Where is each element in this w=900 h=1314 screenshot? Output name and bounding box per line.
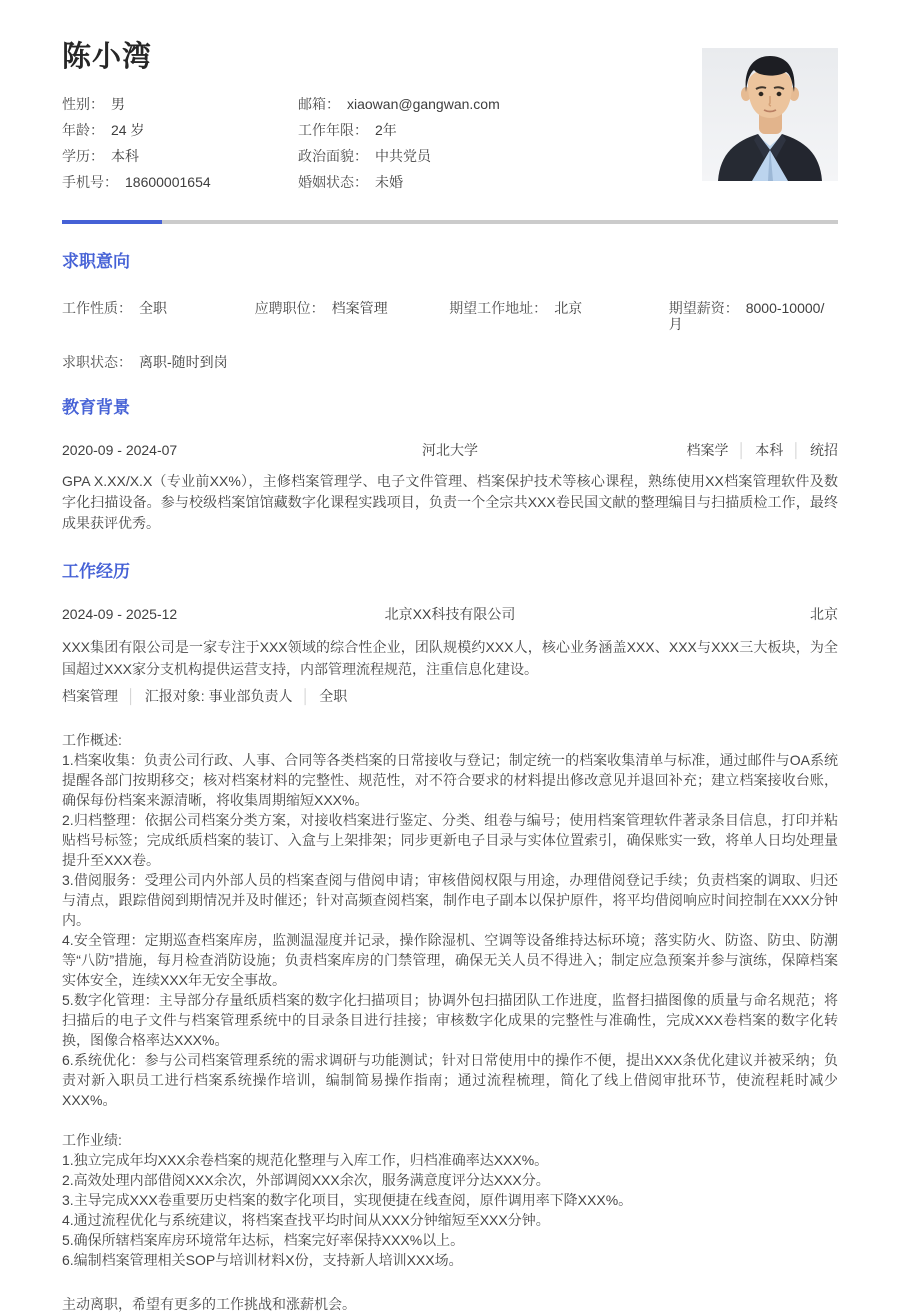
intent-location-label: 期望工作地址：: [449, 300, 548, 316]
work-detail: [62, 730, 838, 1314]
section-title-education: 教育背景: [62, 398, 130, 417]
field-email-label: 邮箱：: [298, 96, 340, 112]
tag-separator: │: [792, 442, 801, 458]
field-marital-status: [298, 174, 500, 190]
section-title-work-experience: 工作经历: [62, 562, 130, 581]
intent-status: [62, 354, 255, 370]
header-divider: [62, 220, 838, 224]
work-achievements-label: 工作业绩:: [62, 1132, 122, 1148]
work-achievement-item: 4.通过流程优化与系统建议，将档案查找平均时间从XXX分钟缩短至XXX分钟。: [62, 1212, 550, 1228]
field-phone-value: 18600001654: [125, 174, 211, 190]
intent-work-type: [62, 300, 255, 332]
education-period: 2020-09 - 2024-07: [62, 442, 178, 458]
field-marital-status-label: 婚姻状态：: [298, 174, 368, 190]
intent-position-value: 档案管理: [331, 300, 388, 316]
intent-status-label: 求职状态：: [62, 354, 132, 370]
field-marital-status-value: 未婚: [375, 174, 403, 190]
intent-location: [449, 300, 669, 332]
job-intent-row-2: [62, 354, 838, 370]
work-overview-item: 6.系统优化：参与公司档案管理系统的需求调研与功能测试；针对日常使用中的操作不便，提出XXX条优化建议并被采纳；负责对新入职员工进行档案系统操作培训，编制简易操作指南；通过流程梳理，简化了线上借阅审批环节，使流程耗时减少XXX%。: [62, 1052, 838, 1108]
work-achievement-item: 3.主导完成XXX卷重要历史档案的数字化项目，实现便捷在线查阅，原件调用率下降XXX%。: [62, 1192, 633, 1208]
education-degree: 本科: [755, 442, 784, 458]
work-meta-row: [62, 604, 838, 624]
field-political-status-value: 中共党员: [375, 148, 431, 164]
field-email-value: xiaowan@gangwan.com: [347, 96, 500, 112]
field-gender: [62, 96, 298, 112]
field-phone: [62, 174, 298, 190]
field-experience-years-label: 工作年限：: [298, 122, 368, 138]
leave-reason: 主动离职，希望有更多的工作挑战和涨薪机会。: [62, 1296, 356, 1312]
field-age-label: 年龄：: [62, 122, 104, 138]
field-age: [62, 122, 298, 138]
profile-photo: [702, 48, 838, 181]
work-role: 档案管理: [62, 688, 118, 704]
intent-work-type-label: 工作性质：: [62, 300, 132, 316]
work-overview-item: 4.安全管理：定期巡查档案库房，监测温湿度并记录，操作除湿机、空调等设备维持达标环境；落实防火、防盗、防虫、防潮等“八防”措施，每月检查消防设施；负责档案库房的门禁管理，确保无关人员不得进入；制定应急预案并参与演练，保障档案实体安全，连续XXX年无安全事故。: [62, 932, 838, 988]
work-period: 2024-09 - 2025-12: [62, 606, 178, 622]
field-gender-label: 性别：: [62, 96, 104, 112]
personal-info-right-column: [298, 96, 500, 190]
field-email: [298, 96, 500, 112]
tag-separator: │: [301, 688, 311, 704]
work-report-to: 汇报对象: 事业部负责人: [144, 688, 293, 704]
education-admission-type: 统招: [810, 442, 838, 458]
profile-photo-illustration: [702, 48, 838, 181]
tag-separator: │: [737, 442, 747, 458]
field-age-value: 24 岁: [111, 122, 145, 138]
field-political-status: [298, 148, 500, 164]
intent-work-type-value: 全职: [139, 300, 167, 316]
field-political-status-label: 政治面貌：: [298, 148, 368, 164]
section-title-job-intent: 求职意向: [62, 252, 130, 271]
intent-salary: [669, 300, 838, 332]
work-overview-item: 3.借阅服务：受理公司内外部人员的档案查阅与借阅申请；审核借阅权限与用途，办理借阅登记手续；负责档案的调取、归还与清点，跟踪借阅到期情况并及时催还；针对高频查阅档案，制作电子副本以保护原件，将平均借阅响应时间控制在XXX分钟内。: [62, 872, 838, 928]
intent-salary-label: 期望薪资：: [668, 300, 739, 316]
tag-separator: │: [127, 688, 136, 704]
work-achievement-item: 6.编制档案管理相关SOP与培训材料X份，支持新人培训XXX场。: [62, 1252, 463, 1268]
intent-location-value: 北京: [554, 300, 583, 316]
intent-salary-value: 8000-10000/月: [668, 300, 825, 332]
field-education: [62, 148, 298, 164]
candidate-name: 陈小湾: [62, 41, 153, 73]
work-overview-item: 5.数字化管理：主导部分存量纸质档案的数字化扫描项目；协调外包扫描团队工作进度，监督扫描图像的质量与命名规范；将扫描后的电子文件与档案管理系统中的目录条目进行挂接；审核数字化成果的完整性与准确性，完成XXX卷档案的数字化转换，图像合格率达XXX%。: [62, 992, 838, 1048]
personal-info-left-column: [62, 96, 298, 190]
work-company: 北京XX科技有限公司: [384, 606, 516, 622]
intent-position-label: 应聘职位：: [254, 300, 325, 316]
work-employment-type: 全职: [319, 688, 348, 704]
intent-status-value: 离职-随时到岗: [139, 354, 228, 370]
field-experience-years-value: 2年: [375, 122, 397, 138]
field-experience-years: [298, 122, 500, 138]
header-divider-accent: [62, 220, 162, 224]
education-description: GPA X.XX/X.X（专业前XX%），主修档案管理学、电子文件管理、档案保护技术等核心课程，熟练使用XX档案管理软件及数字化扫描设备。参与校级档案馆馆藏数字化课程实践项目，负责一个全宗共XXX卷民国文献的整理编目与扫描质检工作，最终成果获评优秀。: [62, 473, 838, 531]
work-role-row: [62, 686, 838, 706]
work-overview-label: 工作概述:: [62, 732, 122, 748]
work-achievement-item: 1.独立完成年均XXX余卷档案的规范化整理与入库工作，归档准确率达XXX%。: [62, 1152, 549, 1168]
company-intro: XXX集团有限公司是一家专注于XXX领域的综合性企业，团队规模约XXX人，核心业务涵盖XXX、XXX与XXX三大板块，为全国超过XXX家分支机构提供运营支持，内部管理流程规范，注重信息化建设。: [62, 639, 838, 677]
work-achievement-item: 5.确保所辖档案库房环境常年达标，档案完好率保持XXX%以上。: [62, 1232, 465, 1248]
intent-position: [255, 300, 450, 332]
job-intent-row-1: [62, 300, 838, 332]
work-overview-item: 1.档案收集：负责公司行政、人事、合同等各类档案的日常接收与登记；制定统一的档案收集清单与标准，通过邮件与OA系统提醒各部门按期移交；核对档案材料的完整性、规范性，对不符合要求的材料提出修改意见并退回补充；建立档案接收台账，确保每份档案来源清晰，将收集周期缩短XXX%。: [62, 752, 838, 808]
field-gender-value: 男: [111, 96, 125, 112]
work-achievement-item: 2.高效处理内部借阅XXX余次，外部调阅XXX余次，服务满意度评分达XXX分。: [62, 1172, 550, 1188]
field-education-label: 学历：: [62, 148, 104, 164]
education-meta-row: [62, 440, 838, 460]
work-location: 北京: [810, 606, 838, 622]
field-phone-label: 手机号：: [62, 174, 118, 190]
education-school: 河北大学: [422, 442, 478, 458]
education-major: 档案学: [686, 442, 729, 458]
work-overview-item: 2.归档整理：依据公司档案分类方案，对接收档案进行鉴定、分类、组卷与编号；使用档案管理软件著录条目信息，打印并粘贴档号标签；完成纸质档案的装订、入盒与上架排架；同步更新电子目录与实体位置索引，确保账实一致，将单人日均处理量提升至XXX卷。: [62, 812, 838, 868]
field-education-value: 本科: [111, 148, 139, 164]
